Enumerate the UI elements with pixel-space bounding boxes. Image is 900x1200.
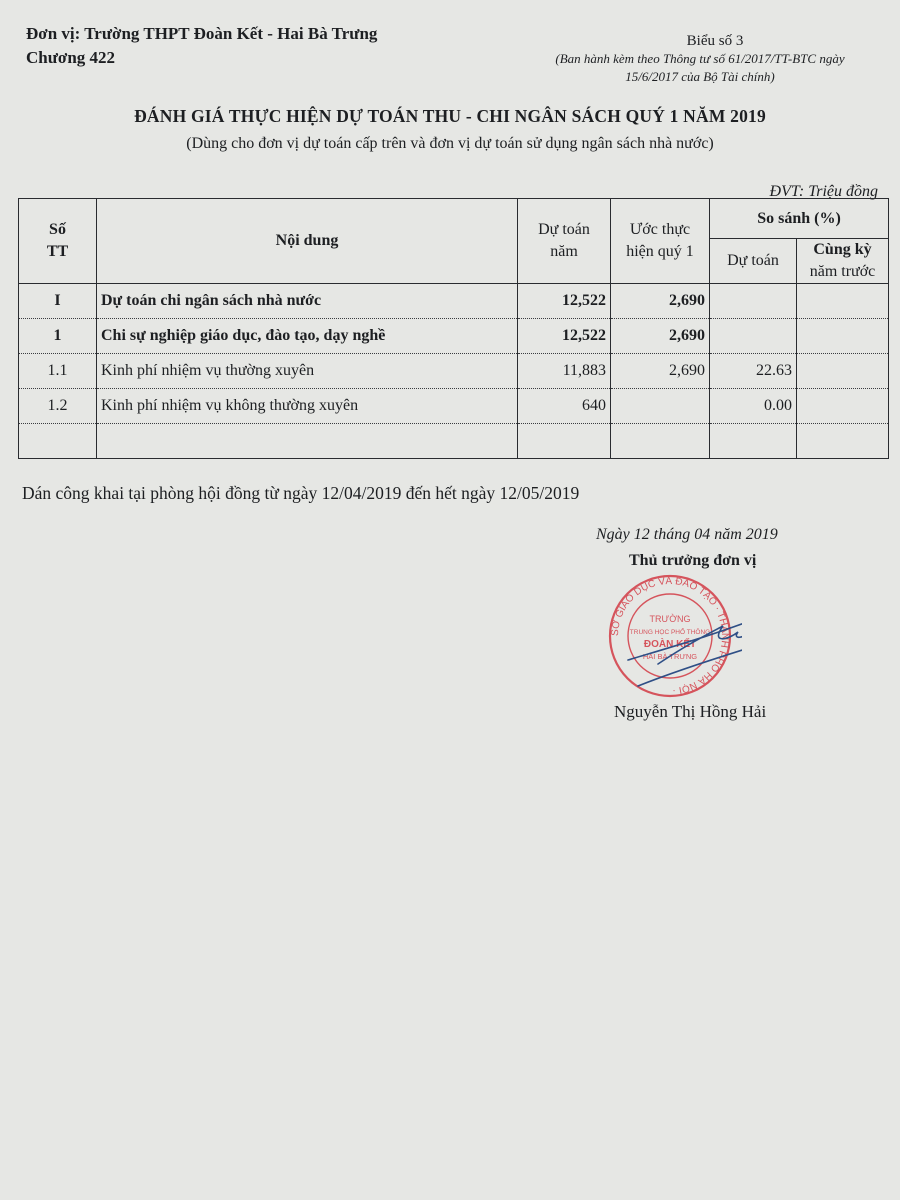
- document-title: ĐÁNH GIÁ THỰC HIỆN DỰ TOÁN THU - CHI NGÂN SÁCH QUÝ 1 NĂM 2019: [134, 106, 766, 126]
- signature-role: Thủ trưởng đơn vị: [629, 552, 757, 569]
- table-row: [19, 319, 889, 354]
- table-row: [19, 354, 889, 389]
- header-content: Nội dung: [97, 199, 518, 284]
- header-compare: So sánh (%): [710, 199, 889, 239]
- header-prev-line-2: năm trước: [809, 263, 876, 280]
- cell-pct-budget: [710, 319, 797, 354]
- cell-pct-prev: [797, 284, 889, 319]
- table-row: [19, 389, 889, 424]
- cell-stt: 1.2: [19, 389, 97, 424]
- header-stt-line-1: Số: [49, 221, 66, 238]
- header-estimate-line-1: Ước thực: [629, 221, 691, 238]
- stamp-line-3: ĐOÀN KẾT: [643, 639, 697, 650]
- form-legal-note: [520, 50, 880, 86]
- cell-stt: I: [19, 284, 97, 319]
- cell-pct-budget: [710, 424, 797, 459]
- cell-content: [97, 424, 518, 459]
- signer-name: Nguyễn Thị Hồng Hải: [614, 702, 767, 721]
- cell-annual: [518, 424, 611, 459]
- header-stt-line-2: TT: [46, 243, 69, 260]
- document-subtitle: (Dùng cho đơn vị dự toán cấp trên và đơn vị dự toán sử dụng ngân sách nhà nước): [186, 135, 714, 152]
- form-note-line-2: 15/6/2017 của Bộ Tài chính): [625, 69, 775, 84]
- header-q1-estimate: [611, 199, 710, 284]
- cell-pct-prev: [797, 354, 889, 389]
- cell-stt: 1: [19, 319, 97, 354]
- cell-annual: 640: [518, 389, 611, 424]
- cell-estimate: 2,690: [611, 319, 710, 354]
- stamp-ring-text: SỞ GIÁO DỤC VÀ ĐÀO TẠO · THÀNH PHỐ HÀ NỘI ·: [609, 575, 731, 696]
- cell-pct-prev: [797, 319, 889, 354]
- header-annual-line-2: năm: [550, 243, 578, 260]
- cell-content: Dự toán chi ngân sách nhà nước: [97, 284, 518, 319]
- public-posting-note: Dán công khai tại phòng hội đồng từ ngày 12/04/2019 đến hết ngày 12/05/2019: [22, 483, 580, 503]
- cell-stt: 1.1: [19, 354, 97, 389]
- header-stt: [19, 199, 97, 284]
- header-compare-prev-year: [797, 239, 889, 284]
- cell-annual: 12,522: [518, 319, 611, 354]
- cell-content: Kinh phí nhiệm vụ thường xuyên: [97, 354, 518, 389]
- signature-date: Ngày 12 tháng 04 năm 2019: [596, 526, 778, 543]
- header-compare-budget: Dự toán: [710, 239, 797, 284]
- cell-pct-prev: [797, 424, 889, 459]
- form-reference: [520, 32, 880, 86]
- cell-pct-prev: [797, 389, 889, 424]
- header-annual-budget: [518, 199, 611, 284]
- cell-content: Chi sự nghiệp giáo dục, đào tạo, dạy nghề: [97, 319, 518, 354]
- stamp-line-2: TRUNG HỌC PHỔ THÔNG: [629, 629, 711, 636]
- stamp-line-1: TRƯỜNG: [649, 614, 691, 624]
- official-stamp: [598, 574, 742, 698]
- stamp-line-4: HAI BÀ TRƯNG: [642, 652, 698, 661]
- header-prev-line-1: Cùng kỳ: [813, 241, 872, 258]
- cell-estimate: 2,690: [611, 354, 710, 389]
- budget-table: [18, 198, 889, 459]
- cell-annual: 12,522: [518, 284, 611, 319]
- header-annual-line-1: Dự toán: [538, 221, 590, 238]
- chapter-code: Chương 422: [26, 48, 116, 67]
- cell-estimate: [611, 389, 710, 424]
- form-note-line-1: (Ban hành kèm theo Thông tư số 61/2017/TT-BTC ngày: [555, 51, 845, 66]
- form-code: Biểu số 3: [686, 33, 744, 49]
- cell-content: Kinh phí nhiệm vụ không thường xuyên: [97, 389, 518, 424]
- cell-pct-budget: 0.00: [710, 389, 797, 424]
- stamp-inner-ring: [628, 594, 712, 678]
- unit-name: Đơn vị: Trường THPT Đoàn Kết - Hai Bà Trưng: [26, 24, 378, 43]
- cell-annual: 11,883: [518, 354, 611, 389]
- cell-estimate: 2,690: [611, 284, 710, 319]
- cell-stt: [19, 424, 97, 459]
- unit-of-measure: ĐVT: Triệu đồng: [769, 183, 878, 200]
- cell-estimate: [611, 424, 710, 459]
- cell-pct-budget: [710, 284, 797, 319]
- unit-header: [26, 22, 377, 70]
- header-estimate-line-2: hiện quý 1: [626, 243, 694, 260]
- cell-pct-budget: 22.63: [710, 354, 797, 389]
- table-row: [19, 284, 889, 319]
- table-row: [19, 424, 889, 459]
